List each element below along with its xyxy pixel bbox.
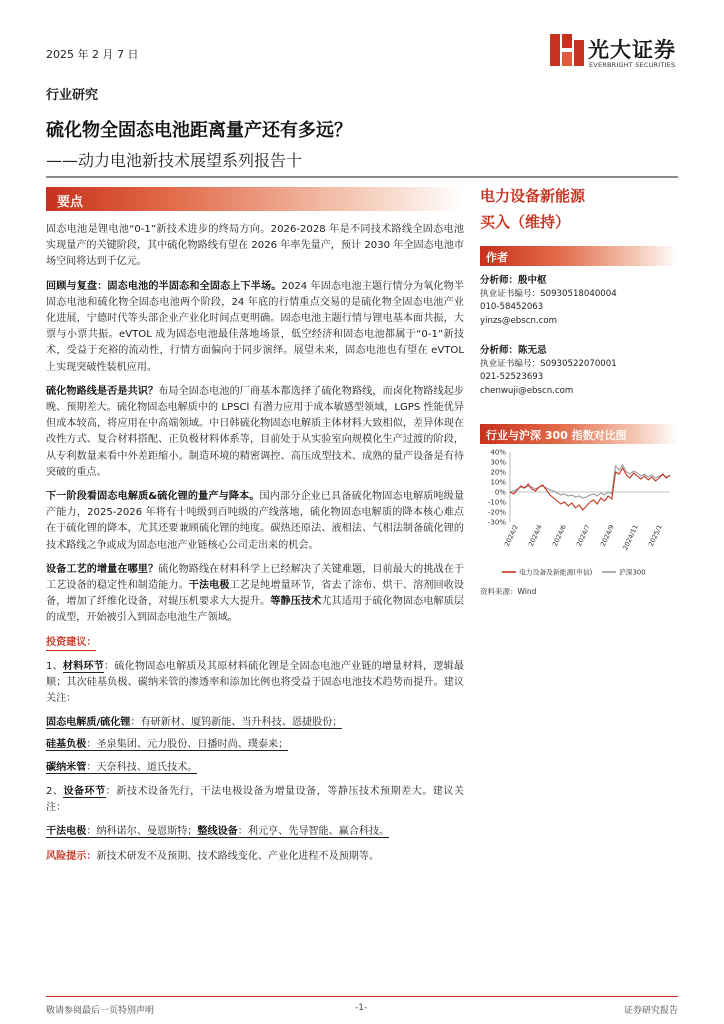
equipment-segment-text: ：新技术设备先行，干法电极设备为增量设备，等静压技术预期差大。建议关注： [46, 785, 464, 814]
consensus-heading: 硫化物路线是否是共识？ [46, 385, 159, 397]
analyst-phone: 010-58452063 [480, 302, 544, 312]
full-line-stocks: ：利元亨、先导智能、赢合科技。 [237, 826, 390, 838]
footer-report-type: 证券研究报告 [623, 1006, 678, 1016]
equipment-text-c: 尤其适用于硫化物固态电解质层的成型，开始被引入到固态电池生产领域。 [46, 596, 465, 624]
main-content [46, 222, 464, 865]
cnt-stocks: ：天奈科技、道氏技术。 [86, 761, 198, 773]
full-line-label: 整线设备 [197, 826, 238, 838]
report-category: 行业研究 [46, 88, 99, 103]
x-tick-label: 2024/11 [621, 523, 640, 552]
x-tick-label: 2024/2 [502, 523, 520, 548]
y-tick-label: -30% [487, 518, 506, 527]
index-comparison-chart-panel [480, 424, 678, 597]
y-tick-label: 10% [490, 478, 506, 487]
analyst-name: 分析师：殷中枢 [480, 275, 547, 286]
equipment-recommendation [46, 784, 464, 816]
electrolyte-label: 固态电解质/硫化锂 [46, 717, 131, 729]
equipment-heading: 设备工艺的增量在哪里？ [46, 563, 159, 575]
authors-label: 作者 [486, 251, 508, 264]
page-number: -1- [355, 1003, 368, 1013]
report-title: 硫化物全固态电池距离量产还有多远？ [46, 120, 352, 141]
x-tick-label: 2024/6 [550, 523, 568, 548]
equipment-text-a: 硫化物路线在材料科学上已经解决了关键难题，目前最大的挑战在于工艺设备的稳定性和制造能力。 [46, 563, 465, 592]
chart-label: 行业与沪深 300 指数对比图 [486, 429, 627, 442]
materials-text: ：硫化物固态电解质及其原材料硫化锂是全固态电池产业链的增量材料，逻辑最顺；其次硅基负极、碳纳米管的渗透率和添加比例也将受益于固态电池技术趋势而提升。建议关注： [46, 660, 464, 705]
consensus-paragraph [46, 384, 464, 481]
analyst-license: 执业证书编号：S0930518040004 [480, 288, 617, 299]
next-stage-paragraph [46, 489, 464, 554]
isostatic-term: 等静压技术 [270, 596, 322, 608]
footer-divider [46, 996, 678, 997]
silicon-anode-label: 硅基负极 [46, 739, 87, 751]
sidebar [480, 186, 678, 398]
analyst-email[interactable]: chenwuji@ebscn.com [480, 385, 574, 396]
analyst-name: 分析师：陈无忌 [480, 345, 547, 356]
report-date: 2025 年 2 月 7 日 [46, 48, 139, 61]
series-line [510, 468, 670, 510]
item1-number: 1、 [46, 660, 63, 672]
sector-name: 电力设备新能源 [480, 187, 586, 205]
equipment-text-b: 工艺是纯增量环节，省去了涂布、烘干、溶剂回收设备，增加了纤维化设备，对辊压机要求大大提升。 [46, 580, 465, 608]
analyst-card [480, 274, 678, 398]
y-tick-label: -20% [487, 508, 506, 517]
authors-banner [480, 246, 678, 266]
index-comparison-chart [480, 446, 678, 584]
y-tick-label: 30% [490, 458, 506, 467]
equipment-segment-heading: 设备环节 [63, 785, 106, 797]
logo-chinese-name: 光大证券 [588, 38, 676, 62]
risk-note [46, 849, 464, 865]
materials-heading: 材料环节 [62, 660, 105, 672]
logo-english-name: EVERBRIGHT SECURITIES [589, 61, 676, 69]
next-stage-text: 国内部分企业已具备硫化物固态电解质吨级量产能力，2025-2026 年将有十吨级到百吨级的产线落地，硫化物固态电解质的降本核心难点在于硫化锂的降本，尤其还要兼顾硫化锂的纯度。碳热还原法、液相法、气相法制备硫化锂的技术路线之争或成为固态电池产业链核心公司走出来的机会。 [46, 491, 464, 551]
analyst-email[interactable]: yinzs@ebscn.com [480, 315, 557, 326]
consensus-text: 布局全固态电池的厂商基本都选择了硫化物路线，而卤化物路线起步晚、预期差大。硫化物固态电解质中的 LPSCl 有潜力应用于成本敏感型领域，LGPS 性能优异但成本较高，将应用在中高端领域。中日韩硫化物固态电解质主体材料大致相似，差异体现在改性方式、复合材料搭配、正负极材料体系等，目前处于从实验室向规模化生产过渡的阶段，从专利数量来看中外差距缩小。制造环境的精密调控、高压成型技术、成熟的量产设备是有待突破的重点。 [46, 385, 465, 478]
footer-disclaimer-link[interactable]: 敬请参阅最后一页特别声明 [46, 1006, 155, 1016]
item2-number: 2、 [46, 785, 64, 797]
keypoints-label: 要点 [57, 195, 84, 210]
electrolyte-picks [46, 715, 464, 731]
keypoints-banner [46, 187, 464, 211]
legend-label: 沪深300 [619, 568, 646, 577]
dry-electrode-stocks: ：纳科诺尔、曼恩斯特； [86, 826, 198, 838]
risk-text: 新技术研发不及预期、技术路线变化、产业化进程不及预期等。 [96, 850, 380, 862]
silicon-anode-stocks: ：圣泉集团、元力股份、日播时尚、璞泰来； [86, 739, 289, 751]
investment-advice-heading: 投资建议： [46, 636, 96, 651]
y-tick-label: 20% [490, 468, 506, 477]
x-tick-label: 2024/4 [526, 523, 544, 548]
analyst-phone: 021-52523693 [480, 372, 544, 382]
intro-paragraph: 固态电池是锂电池“0-1”新技术进步的终局方向。2026-2028 年是不同技术路线全固态电池实现量产的关键阶段，其中硫化物路线有望在 2026 年率先量产，预计 2030 年全固态电池市场空间将达到千亿元。 [46, 224, 464, 268]
series-line [510, 465, 670, 498]
cnt-picks [46, 760, 464, 776]
chart-banner [480, 424, 678, 444]
review-heading: 回顾与复盘：固态电池的半固态和全固态上下半场。 [46, 280, 282, 292]
chart-source: 资料来源：Wind [480, 587, 537, 596]
materials-recommendation [46, 659, 464, 708]
silicon-anode-picks [46, 737, 464, 753]
dry-electrode-label: 干法电极 [46, 826, 87, 838]
x-tick-label: 2024/9 [598, 523, 616, 548]
everbright-logo-icon [548, 30, 586, 70]
y-tick-label: 40% [490, 448, 506, 457]
report-subtitle: ——动力电池新技术展望系列报告十 [46, 151, 303, 170]
equipment-paragraph [46, 562, 464, 627]
risk-heading: 风险提示： [46, 850, 97, 862]
dry-electrode-term: 干法电极 [188, 580, 230, 592]
review-text: 2024 年固态电池主题行情分为氧化物半固态电池和硫化物全固态电池两个阶段，24 年底的行情重点交易的是硫化物全固态电池产业化进展，宁德时代等头部企业产业化时间点更明确。固态电池主题行情与锂电基本面共振，大票与小票共振。eVTOL 成为固态电池最佳落地场景，低空经济和固态电池都属于“0-1”新技术，受益于充裕的流动性，行情方面偏向于同步演绎。展望未来，固态电池也有望在 eVTOL 上实现突破性装机应用。 [46, 280, 465, 373]
review-paragraph [46, 279, 464, 376]
legend-label: 电力设备及新能源(申信) [519, 568, 593, 577]
header-divider [46, 176, 678, 178]
x-tick-label: 2024/7 [574, 523, 592, 548]
y-tick-label: 0% [494, 488, 506, 497]
rating: 买入（维持） [480, 213, 571, 231]
next-stage-heading: 下一阶段看固态电解质&硫化锂的量产与降本。 [46, 491, 260, 503]
x-tick-label: 2025/1 [646, 523, 664, 548]
equipment-picks [46, 824, 464, 840]
y-tick-label: -10% [487, 498, 506, 507]
analyst-license: 执业证书编号：S0930522070001 [480, 358, 617, 369]
cnt-label: 碳纳米管 [46, 761, 87, 773]
electrolyte-stocks: ：有研新材、厦钨新能、当升科技、恩捷股份； [130, 717, 343, 729]
company-logo [548, 30, 688, 74]
